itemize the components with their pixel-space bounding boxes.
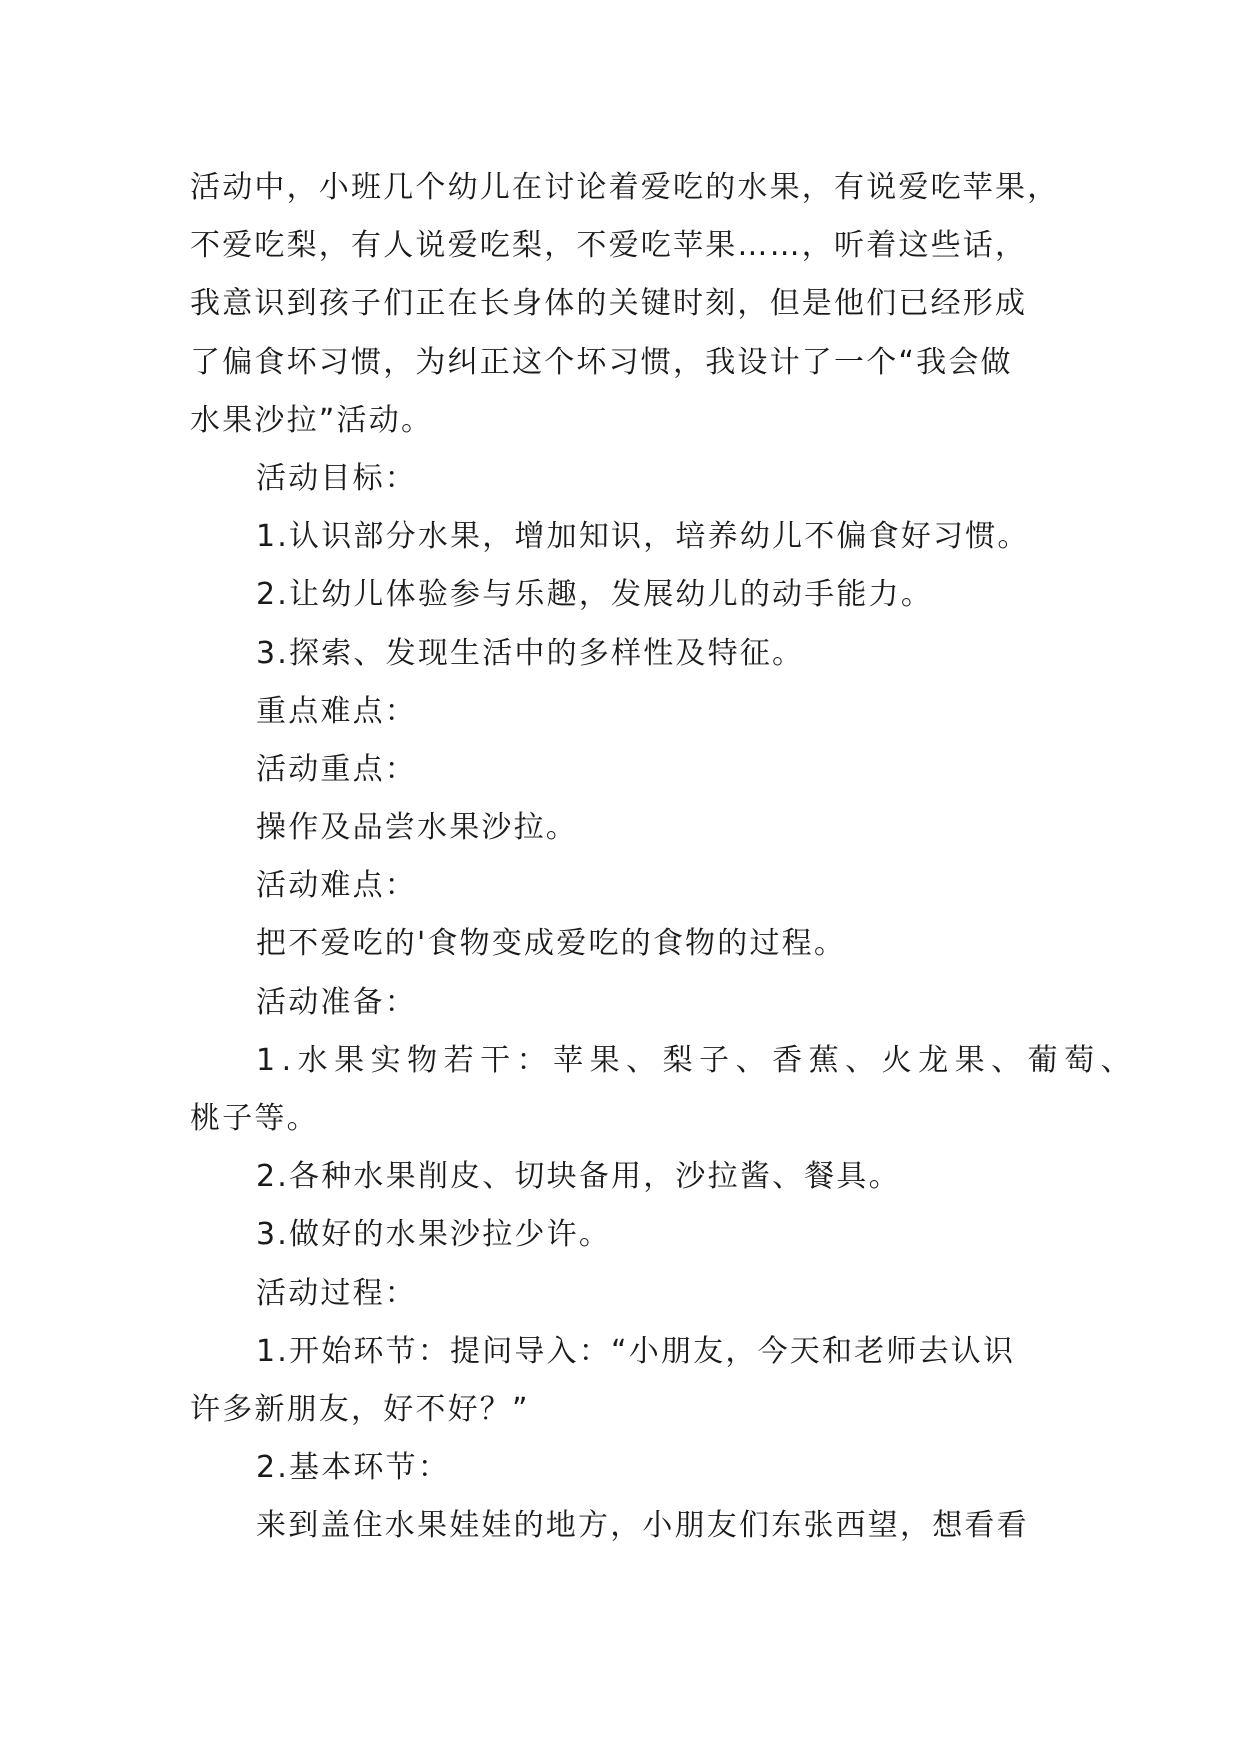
paragraph-line: 不爱吃梨，有人说爱吃梨，不爱吃苹果……，听着这些话，	[190, 228, 1028, 264]
list-item: 2.各种水果削皮、切块备用，沙拉酱、餐具。	[256, 1159, 901, 1195]
paragraph-line: 来到盖住水果娃娃的地方，小朋友们东张西望，想看看	[256, 1508, 1029, 1544]
list-item: 1.开始环节：提问导入：“小朋友，今天和老师去认识	[256, 1333, 1016, 1369]
section-heading: 活动目标：	[256, 460, 417, 496]
section-heading: 重点难点：	[256, 693, 417, 729]
list-item: 3.做好的水果沙拉少许。	[256, 1217, 612, 1253]
list-item: 1.认识部分水果，增加知识，培养幼儿不偏食好习惯。	[256, 519, 1030, 555]
paragraph-line: 桃子等。	[190, 1101, 319, 1136]
paragraph-line: 了偏食坏习惯，为纠正这个坏习惯，我设计了一个“我会做	[190, 344, 1013, 380]
list-item: 1.水果实物若干：苹果、梨子、香蕉、火龙果、葡萄、	[256, 1042, 1138, 1078]
list-item: 3.探索、发现生活中的多样性及特征。	[256, 635, 805, 671]
document-body	[190, 159, 1138, 1556]
list-item: 2.让幼儿体验参与乐趣，发展幼儿的动手能力。	[256, 577, 934, 613]
section-heading: 活动重点：	[256, 751, 417, 787]
paragraph-line: 操作及品尝水果沙拉。	[256, 810, 578, 846]
paragraph-line: 活动中，小班几个幼儿在讨论着爱吃的水果，有说爱吃苹果，	[190, 170, 1060, 205]
paragraph-line: 我意识到孩子们正在长身体的关键时刻，但是他们已经形成	[190, 286, 1028, 322]
paragraph-line: 把不爱吃的'食物变成爱吃的食物的过程。	[256, 926, 847, 962]
section-heading: 活动过程：	[256, 1275, 417, 1311]
paragraph-line: 许多新朋友，好不好？”	[190, 1391, 530, 1427]
section-heading: 活动准备：	[256, 984, 417, 1020]
paragraph-line: 水果沙拉”活动。	[190, 402, 434, 438]
section-heading: 活动难点：	[256, 868, 417, 904]
list-item: 2.基本环节：	[256, 1450, 451, 1486]
